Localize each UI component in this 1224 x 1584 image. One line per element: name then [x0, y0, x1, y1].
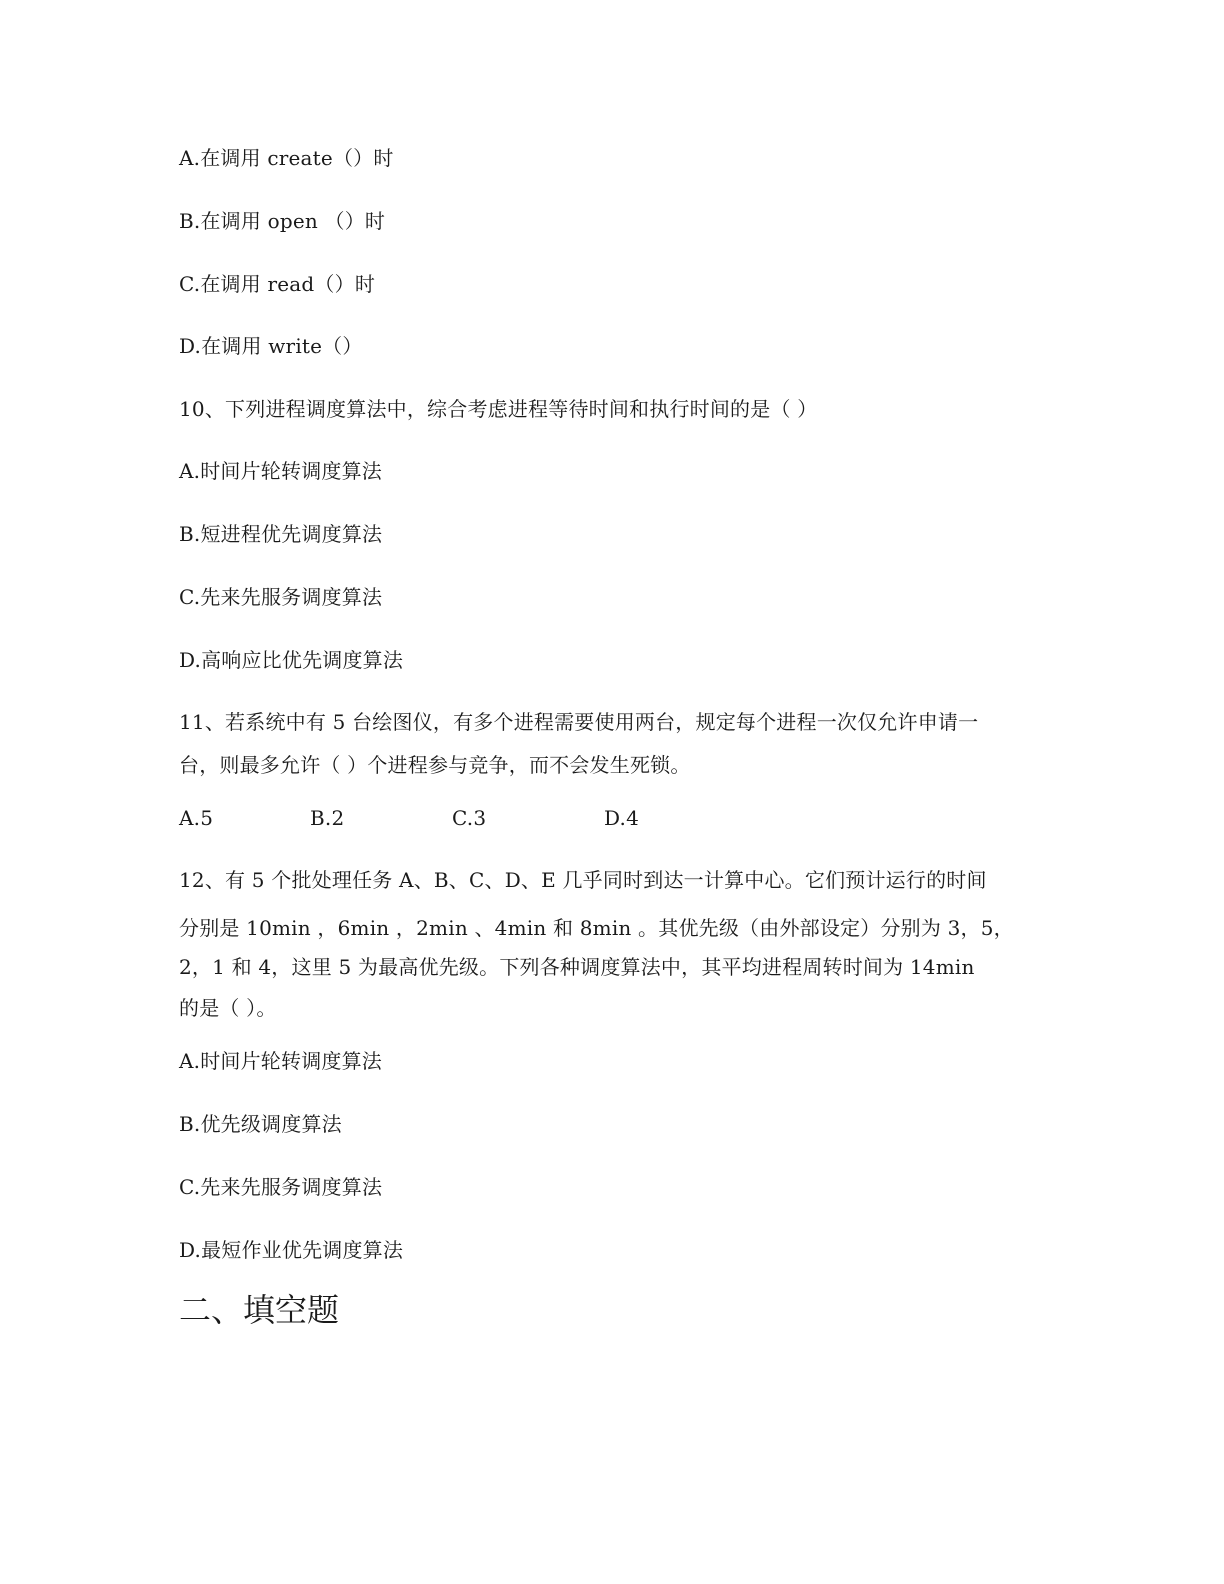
q12-option-a: A.时间片轮转调度算法 [179, 1049, 383, 1073]
q11-option-b: B.2 [310, 806, 345, 830]
q11-stem-line-2: 台，则最多允许（ ）个进程参与竞争，而不会发生死锁。 [179, 753, 691, 777]
q9-option-d: D.在调用 write（） [179, 334, 363, 358]
q12-stem-line-1: 12、有 5 个批处理任务 A、B、C、D、E 几乎同时到达一计算中心。它们预计运行的时间 [179, 868, 987, 892]
q10-option-c: C.先来先服务调度算法 [179, 585, 383, 609]
q12-stem-line-3: 2，1 和 4，这里 5 为最高优先级。下列各种调度算法中，其平均进程周转时间为 14min [179, 955, 975, 979]
q11-option-a: A.5 [179, 806, 214, 830]
q10-option-d: D.高响应比优先调度算法 [179, 648, 404, 672]
q9-option-b: B.在调用 open （）时 [179, 209, 386, 233]
q10-stem: 10、下列进程调度算法中，综合考虑进程等待时间和执行时间的是（ ） [179, 397, 818, 421]
q10-option-a: A.时间片轮转调度算法 [179, 459, 383, 483]
q12-option-b: B.优先级调度算法 [179, 1112, 342, 1136]
q12-stem-line-4: 的是（ ）。 [179, 996, 277, 1020]
q12-option-d: D.最短作业优先调度算法 [179, 1238, 404, 1262]
q9-option-c: C.在调用 read（）时 [179, 272, 376, 296]
section-heading: 二、填空题 [179, 1291, 340, 1329]
q10-option-b: B.短进程优先调度算法 [179, 522, 383, 546]
q11-option-d: D.4 [604, 806, 640, 830]
q11-stem-line-1: 11、若系统中有 5 台绘图仪，有多个进程需要使用两台，规定每个进程一次仅允许申请一 [179, 710, 979, 734]
q9-option-a: A.在调用 create（）时 [179, 146, 394, 170]
q11-options-row [179, 804, 639, 832]
q12-option-c: C.先来先服务调度算法 [179, 1175, 383, 1199]
q12-stem-line-2: 分别是 10min ，6min ，2min 、4min 和 8min 。其优先级（由外部设定）分别为 3，5， [179, 916, 1014, 940]
q11-option-c: C.3 [452, 806, 487, 830]
